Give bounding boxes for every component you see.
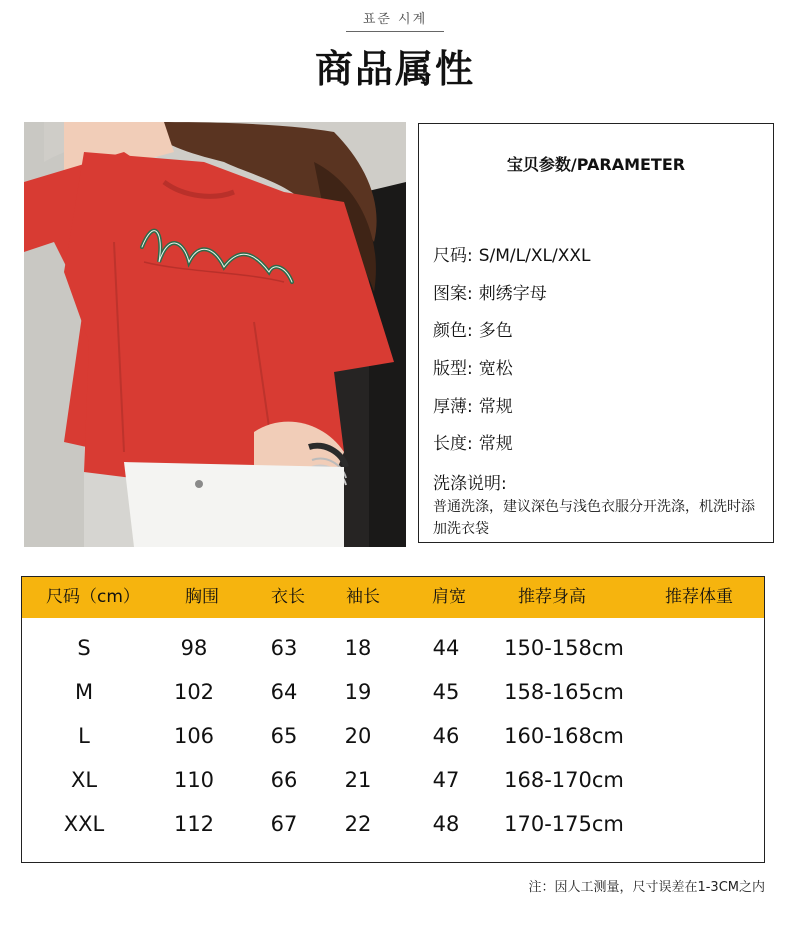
cell-sleeve: 22 bbox=[344, 812, 372, 836]
cell-shoulder: 48 bbox=[432, 812, 460, 836]
cell-height: 170-175cm bbox=[504, 812, 624, 836]
cell-size: S bbox=[77, 636, 91, 660]
cell-length: 64 bbox=[270, 680, 298, 704]
cell-shoulder: 45 bbox=[432, 680, 460, 704]
cell-sleeve: 18 bbox=[344, 636, 372, 660]
th-chest: 胸围 bbox=[185, 587, 219, 607]
wash-text: 普通洗涤，建议深色与浅色衣服分开洗涤，机洗时添加洗衣袋 bbox=[433, 499, 755, 537]
attr-color bbox=[433, 316, 513, 341]
attr-value: 多色 bbox=[478, 321, 513, 341]
cell-size: L bbox=[78, 724, 90, 748]
cell-height: 158-165cm bbox=[504, 680, 624, 704]
attr-value: 刺绣字母 bbox=[478, 284, 547, 304]
header-subtitle: 표준 시계 bbox=[362, 12, 428, 27]
cell-sleeve: 19 bbox=[344, 680, 372, 704]
cell-length: 66 bbox=[270, 768, 298, 792]
wash-label: 洗涤说明: bbox=[433, 474, 507, 494]
attr-value: S/M/L/XL/XXL bbox=[478, 246, 591, 266]
cell-shoulder: 47 bbox=[432, 768, 460, 792]
th-sleeve: 袖长 bbox=[346, 587, 380, 607]
attr-pattern bbox=[433, 279, 547, 304]
parameter-box bbox=[418, 123, 774, 543]
attr-label: 颜色: bbox=[433, 321, 473, 341]
cell-size: XXL bbox=[63, 812, 105, 836]
cell-length: 65 bbox=[270, 724, 298, 748]
cell-chest: 102 bbox=[173, 680, 215, 704]
attr-label: 厚薄: bbox=[433, 397, 473, 417]
attr-thickness bbox=[433, 392, 513, 417]
th-length: 衣长 bbox=[271, 587, 305, 607]
cell-sleeve: 21 bbox=[344, 768, 372, 792]
th-shoulder: 肩宽 bbox=[432, 587, 466, 607]
cell-chest: 110 bbox=[173, 768, 215, 792]
th-height: 推荐身高 bbox=[518, 587, 586, 607]
product-photo bbox=[24, 122, 406, 547]
attr-value: 常规 bbox=[478, 434, 513, 454]
size-table-header bbox=[22, 577, 764, 618]
attr-value: 宽松 bbox=[478, 359, 513, 379]
attr-value: 常规 bbox=[478, 397, 513, 417]
attr-label: 长度: bbox=[433, 434, 473, 454]
footnote: 注：因人工测量，尺寸误差在1-3CM之内 bbox=[528, 880, 765, 895]
cell-length: 67 bbox=[270, 812, 298, 836]
attr-fit bbox=[433, 354, 513, 379]
parameter-heading: 宝贝参数/PARAMETER bbox=[506, 155, 686, 174]
attr-size bbox=[433, 241, 590, 266]
attr-label: 尺码: bbox=[433, 246, 473, 266]
cell-chest: 112 bbox=[173, 812, 215, 836]
attr-label: 版型: bbox=[433, 359, 473, 379]
page-title: 商品属性 bbox=[314, 47, 475, 91]
cell-chest: 106 bbox=[173, 724, 215, 748]
attr-label: 图案: bbox=[433, 284, 473, 304]
cell-length: 63 bbox=[270, 636, 298, 660]
cell-height: 150-158cm bbox=[504, 636, 624, 660]
attr-length bbox=[433, 429, 513, 454]
cell-height: 168-170cm bbox=[504, 768, 624, 792]
subtitle-underline bbox=[346, 31, 444, 32]
cell-chest: 98 bbox=[180, 636, 208, 660]
th-weight: 推荐体重 bbox=[665, 587, 733, 607]
size-table bbox=[21, 576, 765, 863]
cell-size: XL bbox=[70, 768, 98, 792]
cell-shoulder: 46 bbox=[432, 724, 460, 748]
cell-shoulder: 44 bbox=[432, 636, 460, 660]
cell-height: 160-168cm bbox=[504, 724, 624, 748]
cell-size: M bbox=[74, 680, 94, 704]
cell-sleeve: 20 bbox=[344, 724, 372, 748]
th-size: 尺码（cm） bbox=[46, 587, 140, 607]
